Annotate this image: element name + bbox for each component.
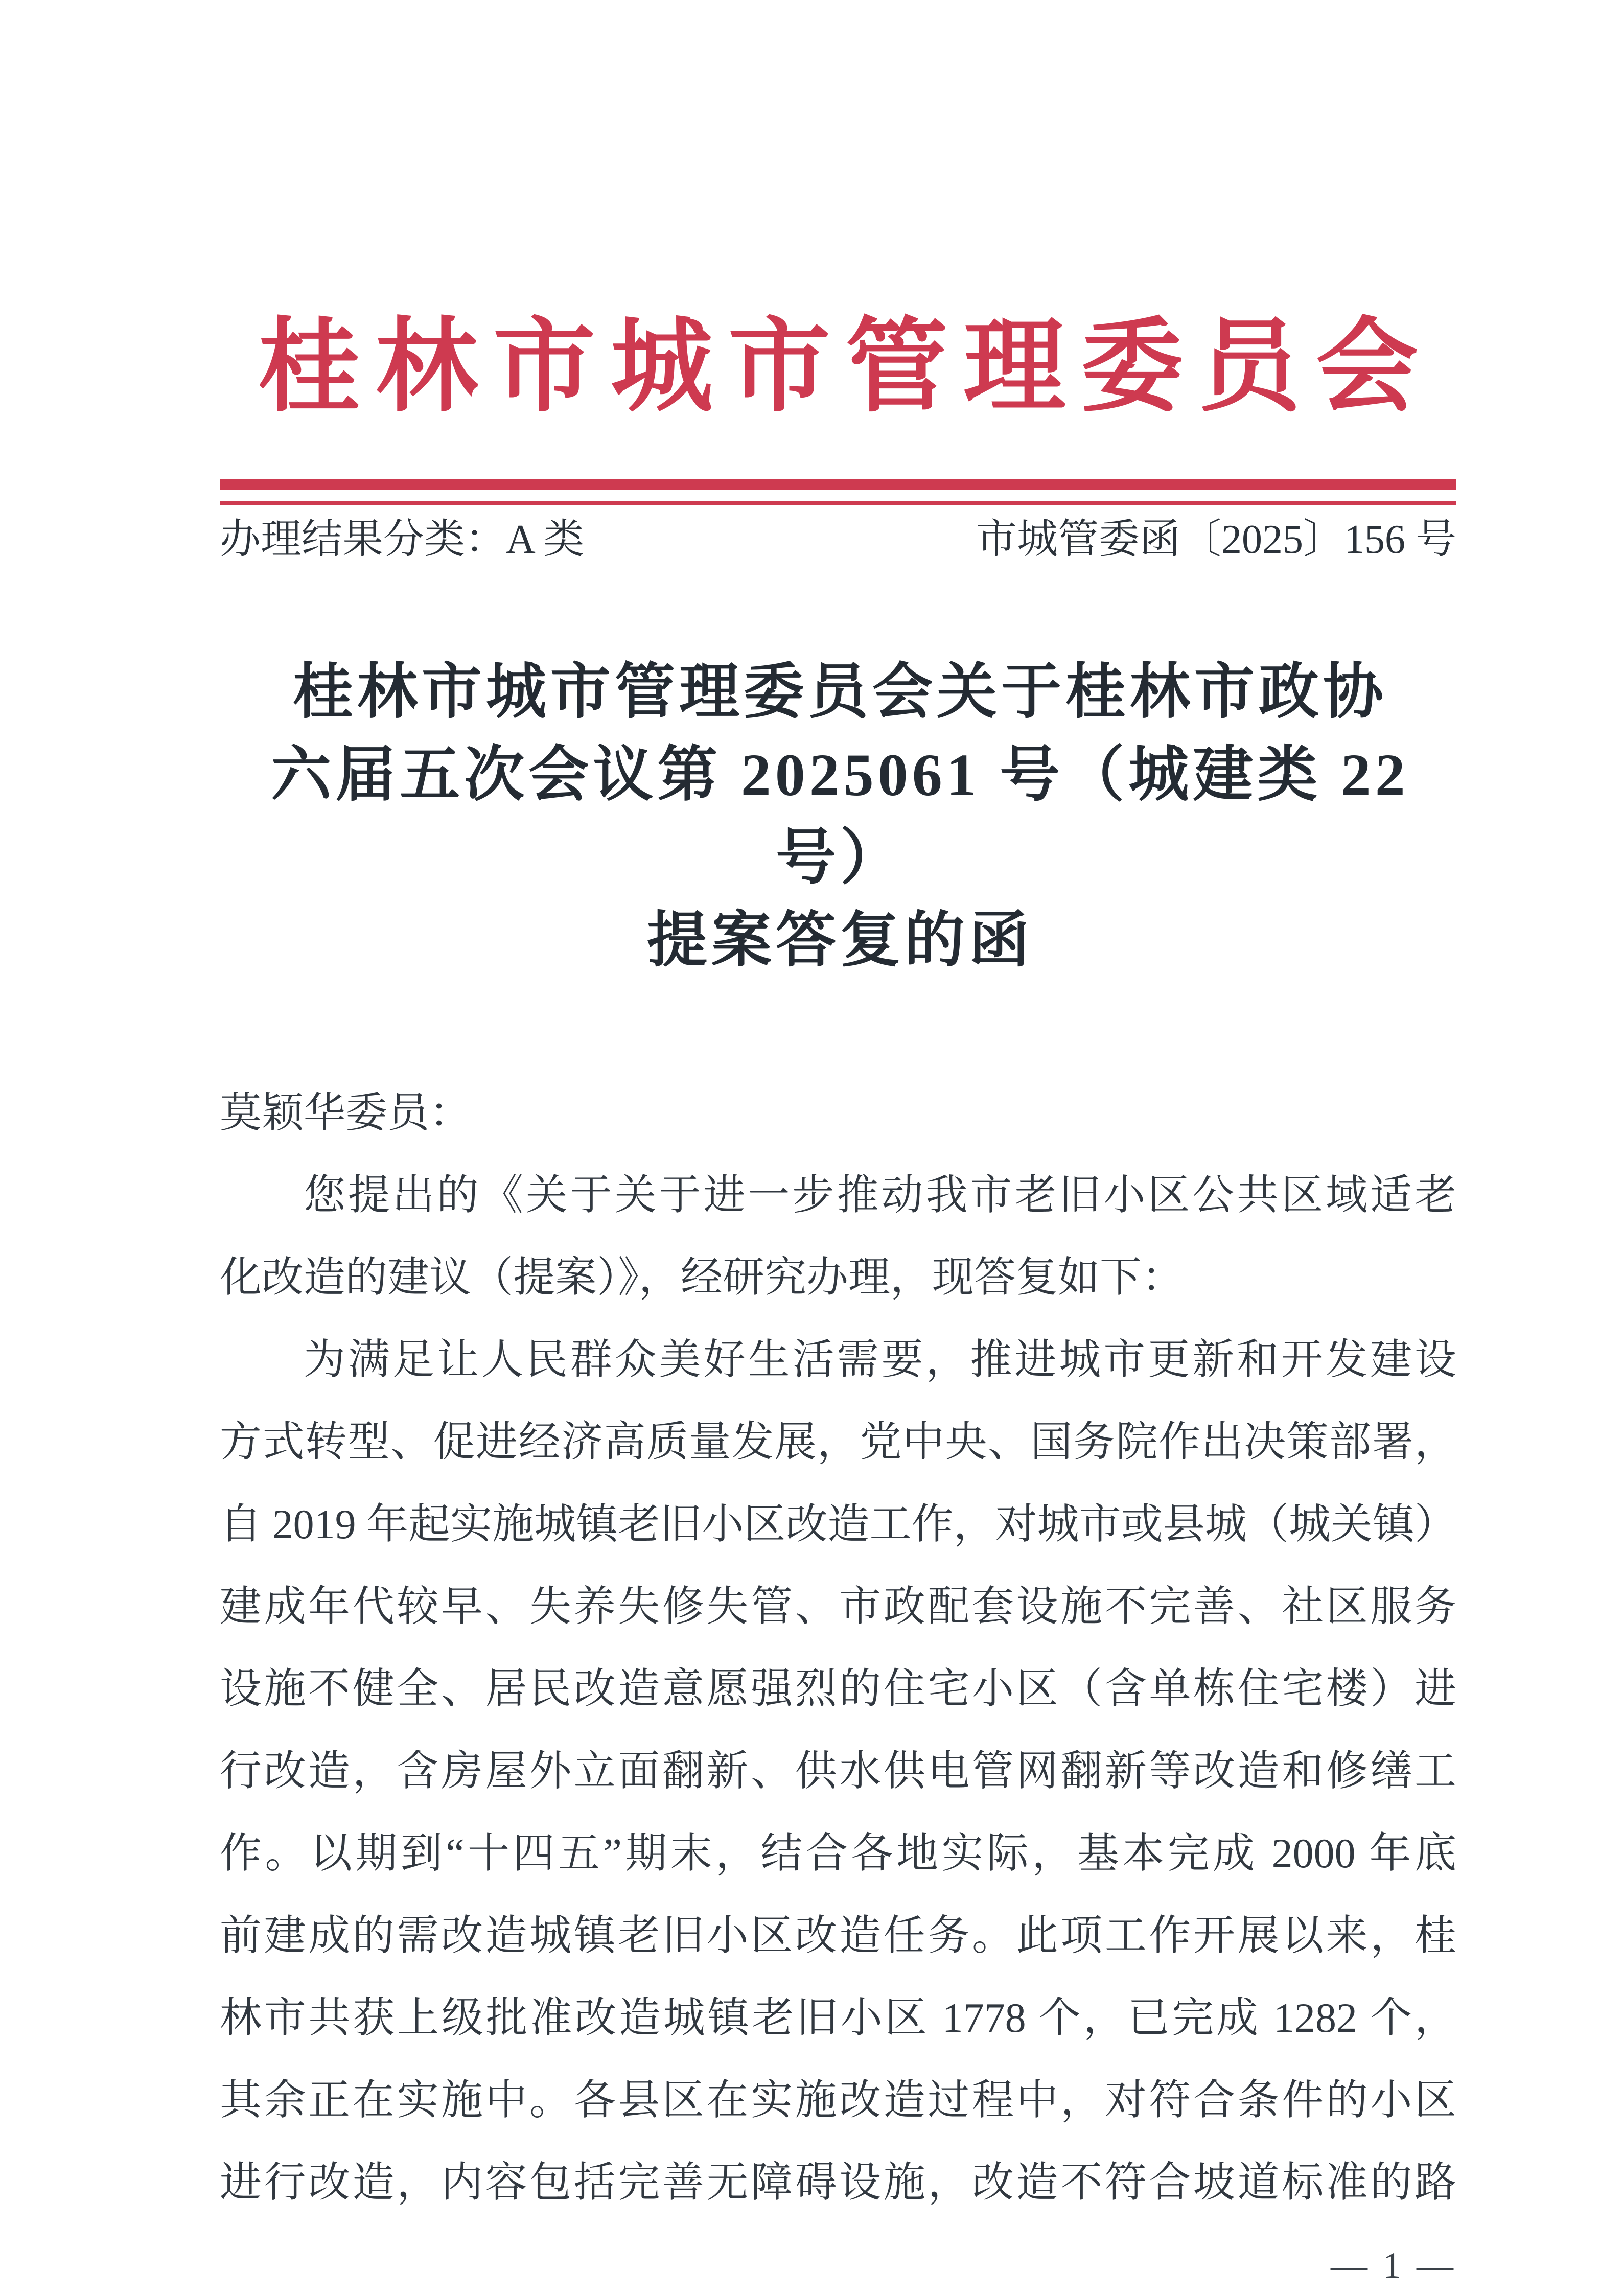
letter-body [220, 1072, 1456, 2223]
body-line: 化改造的建议（提案）》，经研究办理，现答复如下： [220, 1254, 1184, 1301]
body-line: 林市共获上级批准改造城镇老旧小区 1778 个，已完成 1282 个， [220, 1994, 1456, 2041]
body-line: 行改造，含房屋外立面翻新、供水供电管网翻新等改造和修缮工 [220, 1748, 1456, 1794]
result-category-label: 办理结果分类：A 类 [220, 517, 585, 562]
body-line: 进行改造，内容包括完善无障碍设施，改造不符合坡道标准的路 [220, 2159, 1456, 2206]
page-footer [220, 2241, 1456, 2290]
doc-number: 市城管委函〔2025〕156 号 [976, 517, 1456, 562]
body-line: 设施不健全、居民改造意愿强烈的住宅小区（含单栋住宅楼）进 [220, 1665, 1456, 1712]
doc-title-line-1: 桂林市城市管理委员会关于桂林市政协 [292, 659, 1387, 726]
meta-row [220, 514, 1456, 565]
body-line: 自 2019 年起实施城镇老旧小区改造工作，对城市或县城（城关镇） [220, 1501, 1456, 1547]
body-line: 其余正在实施中。各县区在实施改造过程中，对符合条件的小区 [220, 2077, 1456, 2123]
doc-title-line-3: 提案答复的函 [646, 907, 1033, 974]
body-line: 作。以期到“十四五”期末，结合各地实际，基本完成 2000 年底 [220, 1830, 1456, 1876]
letterhead-org-name: 桂林市城市管理委员会 [258, 311, 1433, 424]
salutation-line: 莫颖华委员： [220, 1089, 472, 1136]
doc-title [220, 651, 1460, 982]
page-number: — 1 — [1331, 2245, 1456, 2286]
body-line: 为满足让人民群众美好生活需要，推进城市更新和开发建设 [304, 1336, 1456, 1383]
letterhead-rule-thin [220, 501, 1456, 505]
body-line: 建成年代较早、失养失修失管、市政配套设施不完善、社区服务 [220, 1583, 1456, 1630]
body-line: 您提出的《关于关于进一步推动我市老旧小区公共区域适老 [304, 1172, 1456, 1218]
letterhead-rule-thick [220, 479, 1456, 490]
body-line: 前建成的需改造城镇老旧小区改造任务。此项工作开展以来，桂 [220, 1912, 1456, 1959]
body-line: 方式转型、促进经济高质量发展，党中央、国务院作出决策部署， [220, 1419, 1456, 1465]
doc-title-line-2: 六届五次会议第 2025061 号（城建类 22 号） [271, 741, 1409, 891]
